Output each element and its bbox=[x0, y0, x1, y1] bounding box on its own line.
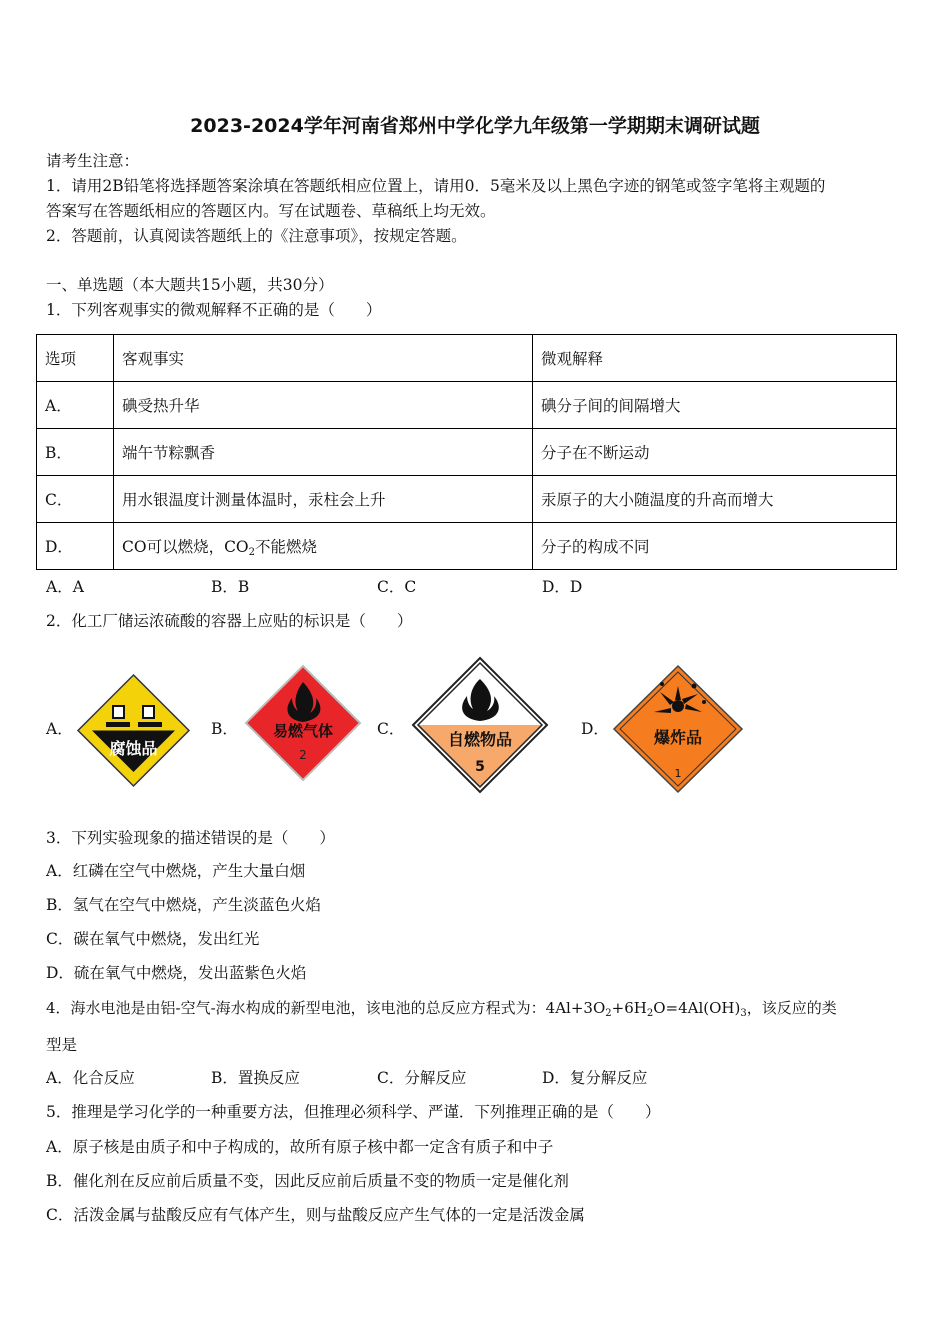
notice-heading: 请考生注意： bbox=[46, 152, 140, 170]
q2-option-a[interactable]: A． bbox=[46, 720, 73, 738]
q5-option-b[interactable]: B．催化剂在反应前后质量不变，因此反应前后质量不变的物质一定是催化剂 bbox=[46, 1172, 569, 1190]
table-header-cell: 微观解释 bbox=[533, 335, 897, 382]
q1-option-d[interactable]: D．D bbox=[542, 578, 583, 596]
notice-line-1: 1．请用2B铅笔将选择题答案涂填在答题纸相应位置上，请用0．5毫米及以上黑色字迹的钢笔或签字笔将主观题的 bbox=[46, 177, 826, 195]
stem-text: +6H bbox=[611, 999, 647, 1017]
notice-line-3: 2．答题前，认真阅读答题纸上的《注意事项》，按规定答题。 bbox=[46, 227, 467, 245]
table-row bbox=[37, 382, 897, 429]
table-row bbox=[37, 523, 897, 570]
table-cell-explain: 分子在不断运动 bbox=[533, 429, 897, 476]
question-3-stem: 3．下列实验现象的描述错误的是（ ） bbox=[46, 829, 335, 847]
stem-text: 4．海水电池是由铝-空气-海水构成的新型电池，该电池的总反应方程式为：4Al+3O bbox=[46, 999, 606, 1017]
test-tube-icon bbox=[143, 706, 154, 718]
sign-label: 爆炸品 bbox=[653, 728, 703, 747]
q4-option-d[interactable]: D．复分解反应 bbox=[542, 1069, 648, 1087]
notice-line-2: 答案写在答题纸相应的答题区内。写在试题卷、草稿纸上均无效。 bbox=[46, 202, 496, 220]
q5-option-c[interactable]: C．活泼金属与盐酸反应有气体产生，则与盐酸反应产生气体的一定是活泼金属 bbox=[46, 1206, 585, 1224]
q1-option-c[interactable]: C．C bbox=[377, 578, 417, 596]
table-cell-explain: 分子的构成不同 bbox=[533, 523, 897, 570]
table-header-row bbox=[37, 335, 897, 382]
q3-option-d[interactable]: D．硫在氧气中燃烧，发出蓝紫色火焰 bbox=[46, 964, 307, 982]
question-2-stem: 2．化工厂储运浓硫酸的容器上应贴的标识是（ ） bbox=[46, 612, 413, 630]
table-cell-label: C． bbox=[37, 476, 114, 523]
question-5-stem: 5．推理是学习化学的一种重要方法，但推理必须科学、严谨．下列推理正确的是（ ） bbox=[46, 1103, 661, 1121]
q2-option-d[interactable]: D． bbox=[581, 720, 609, 738]
sign-label: 腐蚀品 bbox=[109, 739, 158, 758]
q2-option-c[interactable]: C． bbox=[377, 720, 405, 738]
subscript: 2 bbox=[646, 1008, 654, 1019]
fact-text: 不能燃烧 bbox=[255, 537, 318, 556]
test-tube-icon bbox=[113, 706, 124, 718]
stem-text: O=4Al(OH) bbox=[653, 999, 741, 1017]
table-cell-explain: 汞原子的大小随温度的升高而增大 bbox=[533, 476, 897, 523]
q1-option-b[interactable]: B．B bbox=[211, 578, 250, 596]
sign-number: 1 bbox=[674, 767, 682, 780]
stem-text: ，该反应的类 bbox=[746, 999, 837, 1017]
q3-option-c[interactable]: C．碳在氧气中燃烧，发出红光 bbox=[46, 930, 260, 948]
q2-option-b[interactable]: B． bbox=[211, 720, 238, 738]
sign-number: 2 bbox=[299, 748, 307, 762]
fact-text: CO可以燃烧，CO bbox=[122, 537, 249, 556]
table-cell-label: A． bbox=[37, 382, 114, 429]
subscript: 2 bbox=[248, 546, 256, 558]
table-cell-fact: 端午节粽飘香 bbox=[114, 429, 533, 476]
table-cell-fact: 用水银温度计测量体温时，汞柱会上升 bbox=[114, 476, 533, 523]
table-cell-label: B． bbox=[37, 429, 114, 476]
question-1-table bbox=[36, 334, 897, 570]
question-4-stem-continued: 型是 bbox=[46, 1036, 78, 1054]
q4-option-b[interactable]: B．置换反应 bbox=[211, 1069, 300, 1087]
q3-option-b[interactable]: B．氢气在空气中燃烧，产生淡蓝色火焰 bbox=[46, 896, 321, 914]
sign-label: 易燃气体 bbox=[272, 722, 334, 740]
table-row bbox=[37, 476, 897, 523]
q3-option-a[interactable]: A．红磷在空气中燃烧，产生大量白烟 bbox=[46, 862, 306, 880]
table-cell-label: D． bbox=[37, 523, 114, 570]
table-row bbox=[37, 429, 897, 476]
explosive-sign bbox=[612, 664, 744, 794]
sign-label: 自燃物品 bbox=[447, 730, 513, 749]
subscript: 3 bbox=[740, 1008, 747, 1019]
subscript: 2 bbox=[605, 1008, 612, 1019]
table-header-cell: 选项 bbox=[37, 335, 114, 382]
q1-option-a[interactable]: A．A bbox=[46, 578, 84, 596]
q5-option-a[interactable]: A．原子核是由质子和中子构成的，故所有原子核中都一定含有质子和中子 bbox=[46, 1138, 554, 1156]
table-cell-fact: 碘受热升华 bbox=[114, 382, 533, 429]
flammable-gas-sign bbox=[244, 664, 362, 782]
corrosive-sign bbox=[76, 673, 191, 788]
spontaneous-combustion-sign bbox=[410, 655, 550, 795]
question-1-stem: 1．下列客观事实的微观解释不正确的是（ ） bbox=[46, 301, 382, 319]
question-4-stem bbox=[46, 998, 837, 1024]
table-cell-explain: 碘分子间的间隔增大 bbox=[533, 382, 897, 429]
page-title: 2023-2024学年河南省郑州中学化学九年级第一学期期末调研试题 bbox=[190, 115, 760, 137]
sign-number: 5 bbox=[475, 759, 485, 775]
table-cell-fact bbox=[114, 523, 533, 570]
table-header-cell: 客观事实 bbox=[114, 335, 533, 382]
q4-option-c[interactable]: C．分解反应 bbox=[377, 1069, 467, 1087]
q4-option-a[interactable]: A．化合反应 bbox=[46, 1069, 135, 1087]
section-heading: 一、单选题（本大题共15小题，共30分） bbox=[46, 276, 334, 294]
